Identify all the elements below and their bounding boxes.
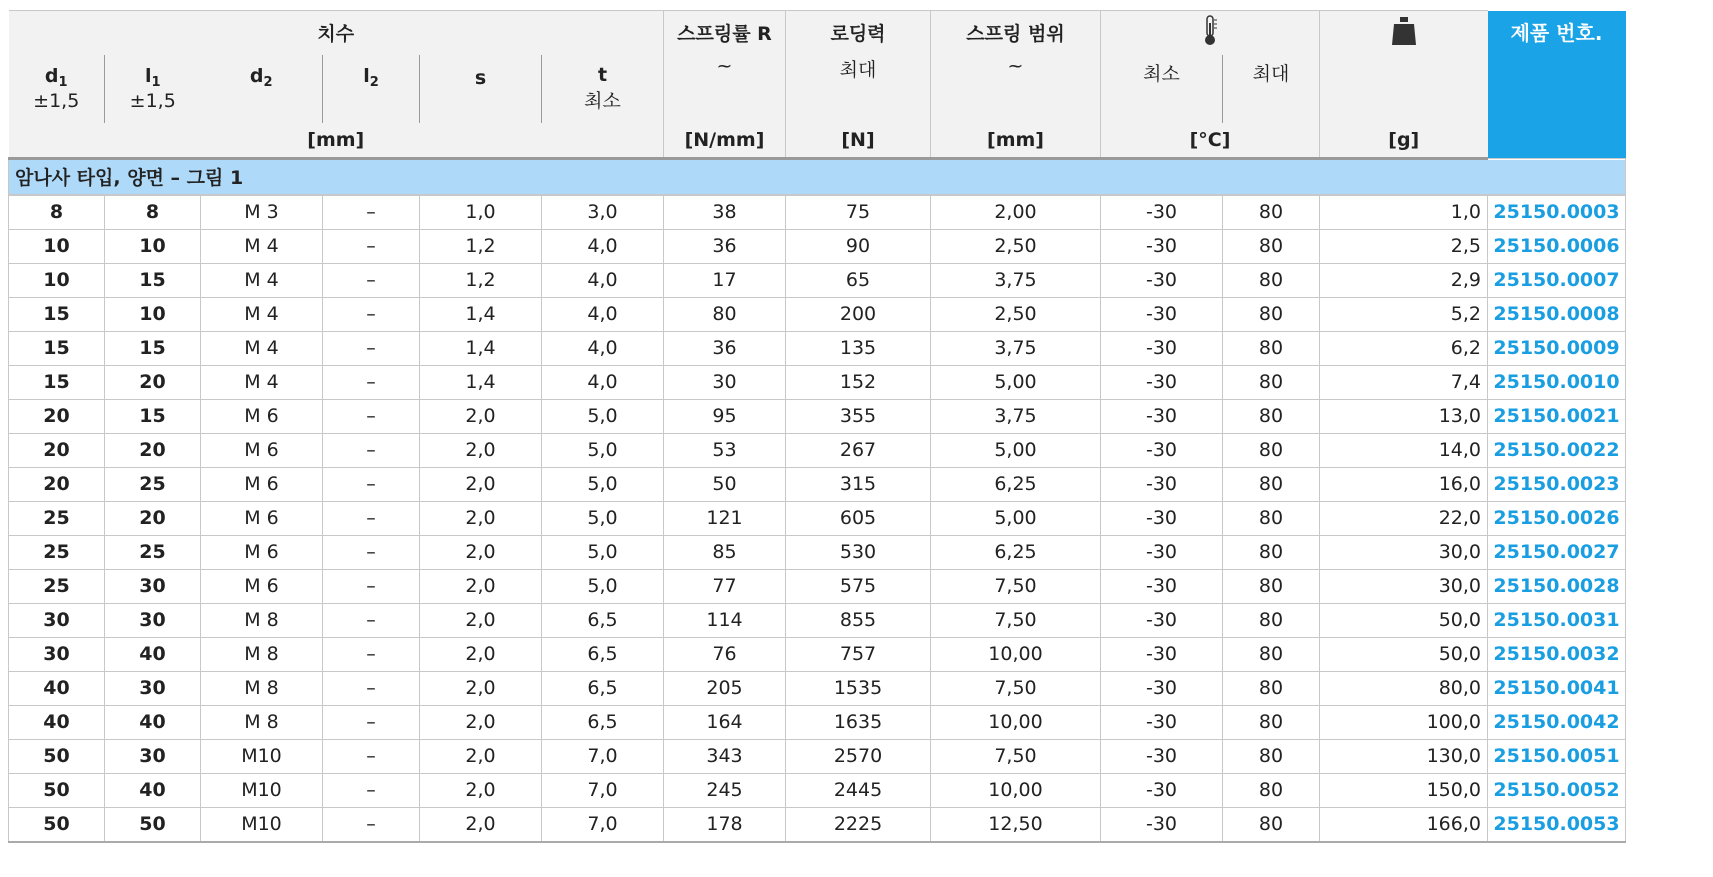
d1-cell: 10 <box>9 229 105 263</box>
temperature-header <box>1101 11 1320 55</box>
spring-rate-cell: 53 <box>664 433 786 467</box>
unit-gram: [g] <box>1320 123 1488 159</box>
spring-rate-cell: 164 <box>664 705 786 739</box>
d2-header: $d_2$ <box>201 55 323 123</box>
spring-rate-cell: 50 <box>664 467 786 501</box>
weight-cell: 30,0 <box>1320 569 1488 603</box>
temp-max-cell: 80 <box>1223 263 1320 297</box>
t-cell: 7,0 <box>542 773 664 807</box>
d1-cell: 50 <box>9 807 105 842</box>
table-row <box>9 331 1626 365</box>
l1-cell: 20 <box>105 501 201 535</box>
product-number-cell[interactable]: 25150.0006 <box>1488 229 1626 263</box>
product-number-cell[interactable]: 25150.0042 <box>1488 705 1626 739</box>
spring-rate-cell: 36 <box>664 331 786 365</box>
l1-cell: 20 <box>105 433 201 467</box>
loading-force-cell: 65 <box>786 263 931 297</box>
temp-max-label: 최대 <box>1223 55 1320 123</box>
weight-cell: 16,0 <box>1320 467 1488 501</box>
temp-min-cell: -30 <box>1101 501 1223 535</box>
temp-min-cell: -30 <box>1101 807 1223 842</box>
d1-cell: 20 <box>9 399 105 433</box>
spring-range-cell: 7,50 <box>931 739 1101 773</box>
l1-cell: 8 <box>105 195 201 230</box>
weight-cell: 50,0 <box>1320 637 1488 671</box>
temp-max-cell: 80 <box>1223 467 1320 501</box>
s-cell: 2,0 <box>420 739 542 773</box>
weight-cell: 50,0 <box>1320 603 1488 637</box>
table-row <box>9 433 1626 467</box>
s-cell: 2,0 <box>420 535 542 569</box>
s-cell: 2,0 <box>420 807 542 842</box>
spring-range-cell: 3,75 <box>931 331 1101 365</box>
d1-cell: 15 <box>9 331 105 365</box>
l2-cell: – <box>323 331 420 365</box>
s-cell: 2,0 <box>420 501 542 535</box>
l1-cell: 25 <box>105 535 201 569</box>
s-cell: 2,0 <box>420 569 542 603</box>
loading-force-cell: 2445 <box>786 773 931 807</box>
weight-cell: 5,2 <box>1320 297 1488 331</box>
l1-cell: 10 <box>105 297 201 331</box>
temp-max-cell: 80 <box>1223 399 1320 433</box>
product-number-cell[interactable]: 25150.0022 <box>1488 433 1626 467</box>
spring-rate-cell: 76 <box>664 637 786 671</box>
spring-range-cell: 2,00 <box>931 195 1101 230</box>
loading-force-cell: 200 <box>786 297 931 331</box>
product-number-cell[interactable]: 25150.0007 <box>1488 263 1626 297</box>
d1-cell: 15 <box>9 365 105 399</box>
loading-force-cell: 135 <box>786 331 931 365</box>
d2-cell: M10 <box>201 739 323 773</box>
d2-cell: M 8 <box>201 637 323 671</box>
spring-range-cell: 7,50 <box>931 603 1101 637</box>
temp-min-label: 최소 <box>1101 55 1223 123</box>
t-cell: 4,0 <box>542 229 664 263</box>
product-table-container <box>8 10 1626 843</box>
d1-cell: 30 <box>9 637 105 671</box>
temp-min-cell: -30 <box>1101 433 1223 467</box>
loading-force-header: 로딩력 <box>786 11 931 55</box>
s-cell: 1,0 <box>420 195 542 230</box>
table-row <box>9 365 1626 399</box>
product-number-cell[interactable]: 25150.0052 <box>1488 773 1626 807</box>
loading-force-cell: 530 <box>786 535 931 569</box>
l1-cell: 30 <box>105 739 201 773</box>
d1-cell: 25 <box>9 501 105 535</box>
product-number-cell[interactable]: 25150.0051 <box>1488 739 1626 773</box>
s-cell: 1,4 <box>420 331 542 365</box>
s-cell: 2,0 <box>420 433 542 467</box>
table-row <box>9 807 1626 842</box>
s-cell: 1,4 <box>420 297 542 331</box>
t-cell: 4,0 <box>542 365 664 399</box>
loading-force-cell: 1635 <box>786 705 931 739</box>
product-number-cell[interactable]: 25150.0032 <box>1488 637 1626 671</box>
temp-max-cell: 80 <box>1223 535 1320 569</box>
l2-cell: – <box>323 807 420 842</box>
l1-cell: 15 <box>105 399 201 433</box>
spring-range-cell: 5,00 <box>931 433 1101 467</box>
l1-cell: 30 <box>105 671 201 705</box>
product-number-header: 제품 번호. <box>1488 11 1626 159</box>
t-cell: 7,0 <box>542 739 664 773</box>
spring-rate-cell: 80 <box>664 297 786 331</box>
table-row <box>9 229 1626 263</box>
temp-max-cell: 80 <box>1223 569 1320 603</box>
unit-n: [N] <box>786 123 931 159</box>
loading-force-max-label: 최대 <box>786 55 931 123</box>
table-row <box>9 297 1626 331</box>
l2-cell: – <box>323 501 420 535</box>
temp-min-cell: -30 <box>1101 569 1223 603</box>
d1-cell: 50 <box>9 773 105 807</box>
spring-range-cell: 7,50 <box>931 671 1101 705</box>
spring-rate-cell: 17 <box>664 263 786 297</box>
l2-cell: – <box>323 705 420 739</box>
s-cell: 1,4 <box>420 365 542 399</box>
spring-range-cell: 6,25 <box>931 535 1101 569</box>
d1-cell: 15 <box>9 297 105 331</box>
d1-cell: 20 <box>9 467 105 501</box>
d2-cell: M10 <box>201 773 323 807</box>
temp-min-cell: -30 <box>1101 739 1223 773</box>
l2-cell: – <box>323 739 420 773</box>
loading-force-cell: 90 <box>786 229 931 263</box>
section-title: 암나사 타입, 양면 – 그림 1 <box>9 158 1626 195</box>
l1-cell: 40 <box>105 637 201 671</box>
l2-cell: – <box>323 467 420 501</box>
temp-min-cell: -30 <box>1101 399 1223 433</box>
temp-max-cell: 80 <box>1223 331 1320 365</box>
loading-force-cell: 1535 <box>786 671 931 705</box>
spring-range-cell: 12,50 <box>931 807 1101 842</box>
spring-range-header: 스프링 범위 <box>931 11 1101 55</box>
t-cell: 3,0 <box>542 195 664 230</box>
d2-cell: M 6 <box>201 433 323 467</box>
temp-max-cell: 80 <box>1223 433 1320 467</box>
spring-rate-cell: 77 <box>664 569 786 603</box>
loading-force-cell: 315 <box>786 467 931 501</box>
t-cell: 5,0 <box>542 433 664 467</box>
spring-rate-cell: 114 <box>664 603 786 637</box>
t-cell: 7,0 <box>542 807 664 842</box>
d2-cell: M 6 <box>201 467 323 501</box>
table-row <box>9 739 1626 773</box>
table-row <box>9 773 1626 807</box>
spring-rate-cell: 30 <box>664 365 786 399</box>
d2-cell: M 3 <box>201 195 323 230</box>
temp-max-cell: 80 <box>1223 705 1320 739</box>
loading-force-cell: 2225 <box>786 807 931 842</box>
temp-max-cell: 80 <box>1223 637 1320 671</box>
unit-mm-dimensions: [mm] <box>9 123 664 159</box>
temp-min-cell: -30 <box>1101 331 1223 365</box>
temp-min-cell: -30 <box>1101 705 1223 739</box>
product-number-cell[interactable]: 25150.0003 <box>1488 195 1626 230</box>
d1-cell: 25 <box>9 535 105 569</box>
d1-cell: 40 <box>9 705 105 739</box>
unit-celsius: [°C] <box>1101 123 1320 159</box>
spring-rate-cell: 38 <box>664 195 786 230</box>
d2-cell: M 8 <box>201 705 323 739</box>
d2-cell: M 6 <box>201 569 323 603</box>
temp-max-cell: 80 <box>1223 671 1320 705</box>
product-number-cell[interactable]: 25150.0041 <box>1488 671 1626 705</box>
weight-cell: 80,0 <box>1320 671 1488 705</box>
l1-cell: 20 <box>105 365 201 399</box>
loading-force-cell: 2570 <box>786 739 931 773</box>
table-row <box>9 399 1626 433</box>
product-number-cell[interactable]: 25150.0008 <box>1488 297 1626 331</box>
unit-mm-range: [mm] <box>931 123 1101 159</box>
d1-cell: 8 <box>9 195 105 230</box>
table-row <box>9 501 1626 535</box>
spring-range-cell: 5,00 <box>931 501 1101 535</box>
product-number-cell[interactable]: 25150.0023 <box>1488 467 1626 501</box>
l1-cell: 15 <box>105 263 201 297</box>
s-cell: 1,2 <box>420 229 542 263</box>
loading-force-cell: 355 <box>786 399 931 433</box>
thermometer-icon <box>1201 13 1219 47</box>
weight-cell: 6,2 <box>1320 331 1488 365</box>
s-cell: 1,2 <box>420 263 542 297</box>
d1-cell: 40 <box>9 671 105 705</box>
product-number-cell[interactable]: 25150.0021 <box>1488 399 1626 433</box>
temp-min-cell: -30 <box>1101 637 1223 671</box>
d2-cell: M 4 <box>201 263 323 297</box>
d2-cell: M 4 <box>201 229 323 263</box>
weight-cell: 14,0 <box>1320 433 1488 467</box>
spring-rate-cell: 85 <box>664 535 786 569</box>
s-cell: 2,0 <box>420 773 542 807</box>
l2-cell: – <box>323 637 420 671</box>
t-cell: 4,0 <box>542 331 664 365</box>
l1-header: $l_1$ ±1,5 <box>105 55 201 123</box>
weight-cell: 7,4 <box>1320 365 1488 399</box>
s-cell: 2,0 <box>420 705 542 739</box>
d2-cell: M 6 <box>201 501 323 535</box>
spring-rate-tilde: ~ <box>664 55 786 123</box>
l2-cell: – <box>323 671 420 705</box>
l2-cell: – <box>323 569 420 603</box>
spring-rate-cell: 36 <box>664 229 786 263</box>
temp-max-cell: 80 <box>1223 501 1320 535</box>
d1-header: $d_1$ ±1,5 <box>9 55 105 123</box>
t-cell: 6,5 <box>542 603 664 637</box>
l1-tolerance: ±1,5 <box>129 90 176 112</box>
spring-range-cell: 3,75 <box>931 263 1101 297</box>
weight-cell: 22,0 <box>1320 501 1488 535</box>
temp-min-cell: -30 <box>1101 671 1223 705</box>
temp-min-cell: -30 <box>1101 467 1223 501</box>
product-number-cell[interactable]: 25150.0053 <box>1488 807 1626 842</box>
temp-min-cell: -30 <box>1101 263 1223 297</box>
table-row <box>9 637 1626 671</box>
spring-rate-cell: 95 <box>664 399 786 433</box>
d2-cell: M 4 <box>201 365 323 399</box>
loading-force-cell: 267 <box>786 433 931 467</box>
loading-force-cell: 855 <box>786 603 931 637</box>
temp-max-cell: 80 <box>1223 365 1320 399</box>
weight-cell: 166,0 <box>1320 807 1488 842</box>
weight-cell: 1,0 <box>1320 195 1488 230</box>
t-cell: 4,0 <box>542 263 664 297</box>
product-table <box>8 10 1626 843</box>
t-cell: 5,0 <box>542 399 664 433</box>
spring-rate-cell: 205 <box>664 671 786 705</box>
d1-cell: 30 <box>9 603 105 637</box>
product-number-cell[interactable]: 25150.0010 <box>1488 365 1626 399</box>
t-cell: 6,5 <box>542 705 664 739</box>
s-cell: 2,0 <box>420 603 542 637</box>
t-cell: 6,5 <box>542 637 664 671</box>
l2-cell: – <box>323 195 420 230</box>
t-cell: 5,0 <box>542 467 664 501</box>
spring-rate-header: 스프링률 R <box>664 11 786 55</box>
d2-cell: M 6 <box>201 399 323 433</box>
spring-range-cell: 10,00 <box>931 705 1101 739</box>
table-row <box>9 603 1626 637</box>
spring-range-cell: 3,75 <box>931 399 1101 433</box>
temp-min-cell: -30 <box>1101 535 1223 569</box>
spring-range-cell: 10,00 <box>931 773 1101 807</box>
l1-cell: 15 <box>105 331 201 365</box>
weight-header <box>1320 11 1488 55</box>
l1-cell: 40 <box>105 773 201 807</box>
table-row <box>9 535 1626 569</box>
s-header: s <box>420 55 542 123</box>
t-cell: 5,0 <box>542 535 664 569</box>
t-cell: 4,0 <box>542 297 664 331</box>
dimensions-header: 치수 <box>9 11 664 55</box>
temp-max-cell: 80 <box>1223 739 1320 773</box>
s-cell: 2,0 <box>420 637 542 671</box>
table-row <box>9 263 1626 297</box>
l1-cell: 25 <box>105 467 201 501</box>
l1-cell: 50 <box>105 807 201 842</box>
spring-rate-cell: 178 <box>664 807 786 842</box>
l1-cell: 30 <box>105 603 201 637</box>
weight-blank <box>1320 55 1488 123</box>
d2-cell: M 4 <box>201 297 323 331</box>
weight-icon <box>1390 13 1418 47</box>
t-cell: 5,0 <box>542 569 664 603</box>
weight-cell: 150,0 <box>1320 773 1488 807</box>
spring-range-cell: 5,00 <box>931 365 1101 399</box>
d2-cell: M 6 <box>201 535 323 569</box>
t-cell: 6,5 <box>542 671 664 705</box>
temp-min-cell: -30 <box>1101 229 1223 263</box>
temp-min-cell: -30 <box>1101 365 1223 399</box>
d1-cell: 25 <box>9 569 105 603</box>
d1-cell: 10 <box>9 263 105 297</box>
l2-cell: – <box>323 297 420 331</box>
unit-n-per-mm: [N/mm] <box>664 123 786 159</box>
loading-force-cell: 605 <box>786 501 931 535</box>
t-header: t 최소 <box>542 55 664 123</box>
weight-cell: 13,0 <box>1320 399 1488 433</box>
spring-range-cell: 2,50 <box>931 229 1101 263</box>
d2-cell: M 8 <box>201 603 323 637</box>
l2-cell: – <box>323 603 420 637</box>
temp-max-cell: 80 <box>1223 297 1320 331</box>
table-row <box>9 467 1626 501</box>
spring-rate-cell: 245 <box>664 773 786 807</box>
temp-min-cell: -30 <box>1101 297 1223 331</box>
temp-min-cell: -30 <box>1101 603 1223 637</box>
weight-cell: 2,9 <box>1320 263 1488 297</box>
table-row <box>9 569 1626 603</box>
loading-force-cell: 152 <box>786 365 931 399</box>
d1-tolerance: ±1,5 <box>33 90 80 112</box>
temp-min-cell: -30 <box>1101 195 1223 230</box>
product-number-cell[interactable]: 25150.0026 <box>1488 501 1626 535</box>
loading-force-cell: 75 <box>786 195 931 230</box>
spring-range-tilde: ~ <box>931 55 1101 123</box>
spring-range-cell: 7,50 <box>931 569 1101 603</box>
d1-cell: 20 <box>9 433 105 467</box>
l2-cell: – <box>323 365 420 399</box>
l2-cell: – <box>323 399 420 433</box>
spring-rate-cell: 121 <box>664 501 786 535</box>
s-cell: 2,0 <box>420 399 542 433</box>
product-number-cell[interactable]: 25150.0031 <box>1488 603 1626 637</box>
table-row <box>9 671 1626 705</box>
table-row <box>9 195 1626 230</box>
l1-cell: 30 <box>105 569 201 603</box>
l1-cell: 40 <box>105 705 201 739</box>
l2-cell: – <box>323 773 420 807</box>
product-number-cell[interactable]: 25150.0027 <box>1488 535 1626 569</box>
weight-cell: 30,0 <box>1320 535 1488 569</box>
loading-force-cell: 757 <box>786 637 931 671</box>
t-cell: 5,0 <box>542 501 664 535</box>
s-cell: 2,0 <box>420 671 542 705</box>
product-number-cell[interactable]: 25150.0009 <box>1488 331 1626 365</box>
s-cell: 2,0 <box>420 467 542 501</box>
d2-cell: M 4 <box>201 331 323 365</box>
spring-range-cell: 2,50 <box>931 297 1101 331</box>
l1-cell: 10 <box>105 229 201 263</box>
table-row <box>9 705 1626 739</box>
weight-cell: 130,0 <box>1320 739 1488 773</box>
t-min-label: 최소 <box>584 90 621 112</box>
temp-max-cell: 80 <box>1223 773 1320 807</box>
d1-cell: 50 <box>9 739 105 773</box>
l2-header: $l_2$ <box>323 55 420 123</box>
weight-cell: 2,5 <box>1320 229 1488 263</box>
temp-min-cell: -30 <box>1101 773 1223 807</box>
temp-max-cell: 80 <box>1223 603 1320 637</box>
d2-cell: M 8 <box>201 671 323 705</box>
loading-force-cell: 575 <box>786 569 931 603</box>
spring-range-cell: 10,00 <box>931 637 1101 671</box>
l2-cell: – <box>323 535 420 569</box>
weight-cell: 100,0 <box>1320 705 1488 739</box>
spring-range-cell: 6,25 <box>931 467 1101 501</box>
temp-max-cell: 80 <box>1223 229 1320 263</box>
spring-rate-cell: 343 <box>664 739 786 773</box>
l2-cell: – <box>323 433 420 467</box>
l2-cell: – <box>323 229 420 263</box>
d2-cell: M10 <box>201 807 323 842</box>
temp-max-cell: 80 <box>1223 807 1320 842</box>
l2-cell: – <box>323 263 420 297</box>
product-number-cell[interactable]: 25150.0028 <box>1488 569 1626 603</box>
temp-max-cell: 80 <box>1223 195 1320 230</box>
